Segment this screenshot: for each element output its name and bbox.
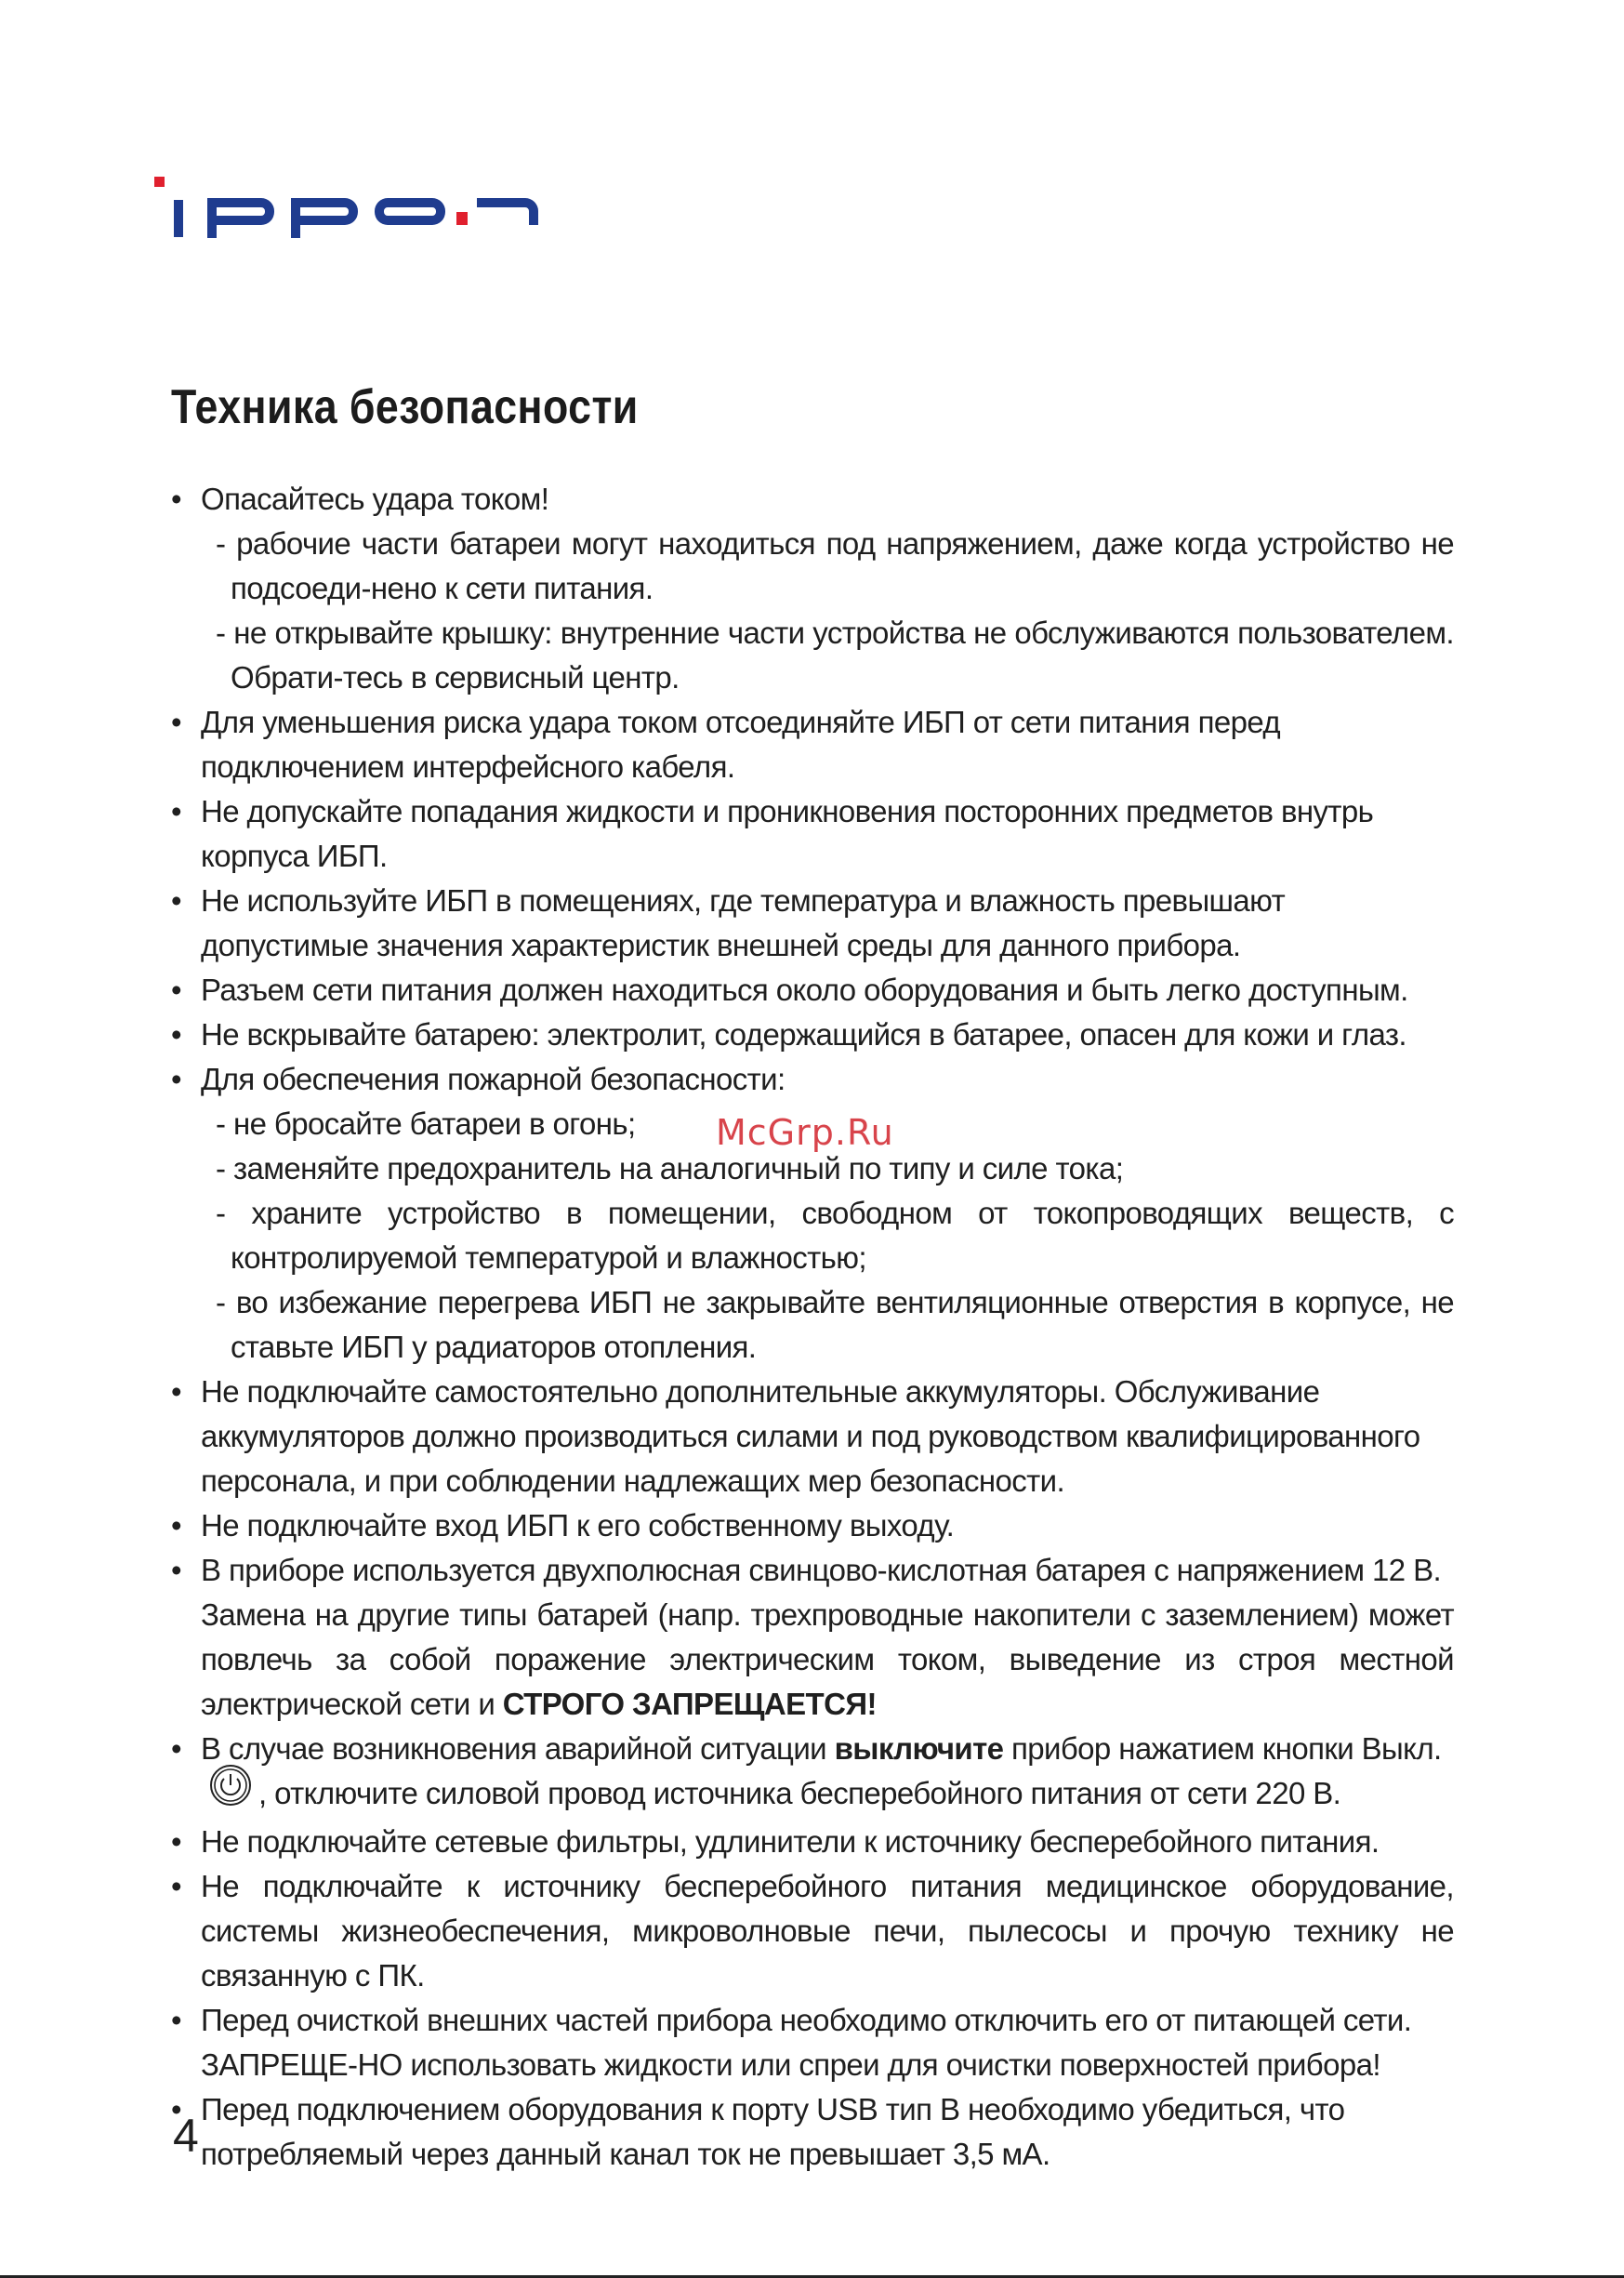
- sub-item: - во избежание перегрева ИБП не закрывайте вентиляционные отверстия в корпусе, не ставьте ИБП у радиаторов отопления.: [216, 1285, 1454, 1364]
- item-line-text: Замена на другие типы батарей (напр. трехпроводные накопители с заземлением) может повлечь за собой поражение электрическим током, выведение из строя местной электрической сети и: [201, 1597, 1454, 1721]
- list-item: • Не подключайте самостоятельно дополнительные аккумуляторы. Обслуживание аккумуляторов должно производиться силами и под руководством квалифицированного персонала, и при соблюдении надлежащих мер безопасности.: [171, 1370, 1454, 1503]
- sub-item: - не открывайте крышку: внутренние части устройства не обслуживаются пользователем. Обрати-тесь в сервисный центр.: [216, 616, 1454, 695]
- item-line: [201, 1593, 1454, 1727]
- item-text: • Опасайтесь удара током!: [201, 482, 549, 516]
- list-item: • Разъем сети питания должен находиться около оборудования и быть легко доступным.: [171, 968, 1454, 1013]
- sub-item: - рабочие части батареи могут находиться под напряжением, даже когда устройство не подсоеди-нено к сети питания.: [216, 526, 1454, 605]
- list-item: • Для уменьшения риска удара током отсоединяйте ИБП от сети питания перед подключением интерфейсного кабеля.: [171, 700, 1454, 789]
- list-item: • Не допускайте попадания жидкости и проникновения посторонних предметов внутрь корпуса ИБП.: [171, 789, 1454, 879]
- page-title: Техника безопасности: [171, 380, 639, 434]
- watermark: McGrp.Ru: [716, 1112, 894, 1153]
- sub-item: - заменяйте предохранитель на аналогичный по типу и силе тока;: [216, 1151, 1124, 1185]
- bold-emphasis: выключите: [834, 1731, 1004, 1766]
- power-icon: [208, 1763, 253, 1820]
- bold-warning: СТРОГО ЗАПРЕЩАЕТСЯ!: [502, 1687, 877, 1721]
- item-line: • В приборе используется двухполюсная свинцово-кислотная батарея с напряжением 12 В.: [201, 1553, 1442, 1587]
- list-item: • Не вскрывайте батарею: электролит, содержащийся в батарее, опасен для кожи и глаз.: [171, 1013, 1454, 1057]
- page-number: 4: [173, 2110, 199, 2162]
- list-item: • Перед подключением оборудования к порту USB тип B необходимо убедиться, что потребляемый через данный канал ток не превышает 3,5 мА.: [171, 2087, 1454, 2177]
- list-item: • Не используйте ИБП в помещениях, где температура и влажность превышают допустимые значения характеристик внешней среды для данного прибора.: [171, 879, 1454, 968]
- list-item: [171, 477, 1454, 700]
- list-item: [171, 1727, 1454, 1820]
- list-item: • Не подключайте сетевые фильтры, удлинители к источнику бесперебойного питания.: [171, 1820, 1454, 1864]
- item-text: • Для обеспечения пожарной безопасности:: [201, 1062, 786, 1096]
- item-text-pre: В случае возникновения аварийной ситуации: [201, 1731, 826, 1766]
- item-text-post: , отключите силовой провод источника бесперебойного питания от сети 220 В.: [258, 1776, 1341, 1810]
- sub-item: - храните устройство в помещении, свободном от токопроводящих веществ, с контролируемой температурой и влажностью;: [216, 1196, 1454, 1275]
- ippon-logo: [152, 173, 561, 245]
- list-item: [171, 1057, 1454, 1370]
- safety-list: [171, 477, 1454, 2177]
- item-text-mid: прибор нажатием кнопки Выкл.: [1011, 1731, 1442, 1766]
- list-item: • Не подключайте к источнику бесперебойного питания медицинское оборудование, системы жизнеобеспечения, микроволновые печи, пылесосы и прочую технику не связанную с ПК.: [171, 1864, 1454, 1998]
- list-item: [171, 1548, 1454, 1727]
- list-item: • Перед очисткой внешних частей прибора необходимо отключить его от питающей сети. ЗАПРЕЩЕ-НО использовать жидкости или спреи для очистки поверхностей прибора!: [171, 1998, 1454, 2087]
- sub-item: - не бросайте батареи в огонь;: [216, 1106, 636, 1141]
- list-item: • Не подключайте вход ИБП к его собственному выходу.: [171, 1503, 1454, 1548]
